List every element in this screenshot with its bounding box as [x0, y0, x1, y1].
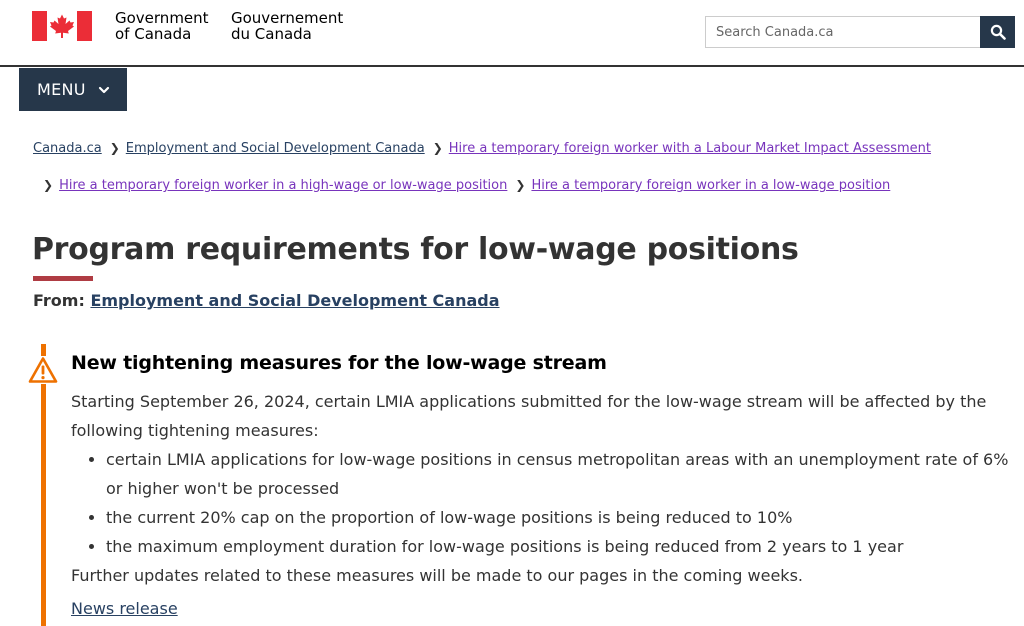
- alert-body: [71, 387, 1011, 623]
- title-underline: [33, 276, 93, 281]
- canada-flag-icon[interactable]: [32, 11, 92, 41]
- signature-en-line1: Government: [115, 9, 209, 27]
- chevron-right-icon: ❯: [43, 178, 54, 192]
- alert-outro: Further updates related to these measures will be made to our pages in the coming weeks.: [71, 566, 803, 585]
- chevron-right-icon: ❯: [109, 141, 120, 155]
- page-title: Program requirements for low-wage positions: [32, 232, 799, 267]
- breadcrumb-link-low-wage[interactable]: Hire a temporary foreign worker in a low-wage position: [531, 178, 891, 193]
- alert-title: New tightening measures for the low-wage stream: [71, 352, 607, 374]
- search-input[interactable]: [705, 16, 980, 48]
- menu-button[interactable]: [19, 68, 127, 111]
- breadcrumb: [33, 130, 993, 204]
- signature-fr-line1: Gouvernement: [231, 9, 344, 27]
- breadcrumb-link-hire-lmia[interactable]: Hire a temporary foreign worker with a Labour Market Impact Assessment: [448, 141, 932, 156]
- signature-fr-line2: du Canada: [231, 25, 312, 43]
- signature-en-line2: of Canada: [115, 25, 192, 43]
- chevron-right-icon: ❯: [432, 141, 443, 155]
- alert-intro: Starting September 26, 2024, certain LMIA applications submitted for the low-wage stream will be affected by the following tightening measures:: [71, 392, 987, 440]
- alert-measures-list: [71, 445, 1011, 561]
- magnifier-icon: [990, 24, 1006, 40]
- breadcrumb-link-high-low-wage[interactable]: Hire a temporary foreign worker in a high-wage or low-wage position: [59, 178, 508, 193]
- breadcrumb-item: [425, 141, 931, 156]
- signature-french[interactable]: [231, 10, 343, 42]
- breadcrumb-item: [102, 141, 425, 156]
- list-item: • certain LMIA applications for low-wage positions in census metropolitan areas with an unemployment rate of 6% or higher won't be processed: [106, 445, 1011, 503]
- signature-english[interactable]: [115, 10, 209, 42]
- news-release-link[interactable]: News release: [71, 599, 178, 618]
- chevron-down-icon: [98, 84, 110, 96]
- list-item: • the maximum employment duration for low-wage positions is being reduced from 2 years to 1 year: [106, 532, 1011, 561]
- menu-label: MENU: [37, 80, 86, 99]
- breadcrumb-item: [33, 141, 102, 156]
- warning-icon: [28, 356, 58, 384]
- search-form: [705, 16, 1015, 48]
- breadcrumb-link-canada[interactable]: Canada.ca: [33, 141, 102, 156]
- list-item: • the current 20% cap on the proportion of low-wage positions is being reduced to 10%: [106, 503, 1011, 532]
- breadcrumb-item: [31, 167, 993, 204]
- from-line: [33, 291, 500, 310]
- site-header: [0, 0, 1024, 67]
- alert-border: [41, 344, 46, 626]
- from-label: From:: [33, 291, 85, 310]
- breadcrumb-link-esdc[interactable]: Employment and Social Development Canada: [125, 141, 425, 156]
- chevron-right-icon: ❯: [515, 178, 526, 192]
- from-department-link[interactable]: Employment and Social Development Canada: [90, 291, 500, 310]
- search-button[interactable]: [980, 16, 1015, 48]
